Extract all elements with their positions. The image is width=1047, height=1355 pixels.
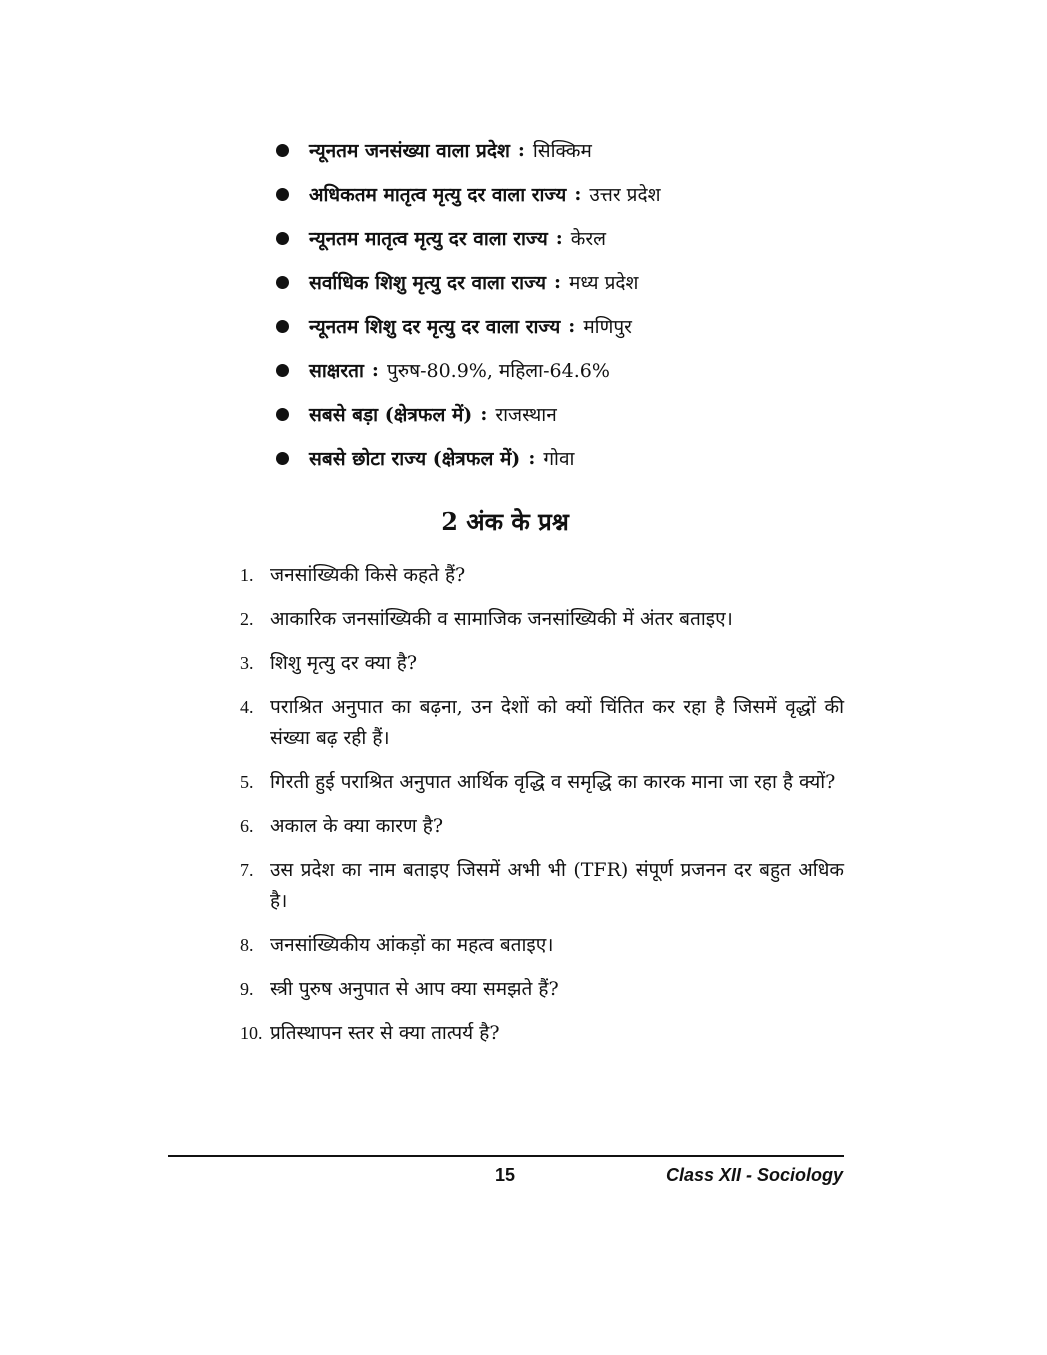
- fact-item: [276, 260, 916, 304]
- bullet-icon: [276, 188, 289, 201]
- questions-list: [208, 560, 844, 1062]
- fact-separator: :: [574, 183, 582, 205]
- bullet-icon: [276, 452, 289, 465]
- question-text: जनसांख्यिकी किसे कहते हैं?: [270, 564, 466, 586]
- question-text: जनसांख्यिकीय आंकड़ों का महत्व बताइए।: [270, 934, 554, 956]
- fact-separator: :: [371, 359, 379, 381]
- question-item: [208, 648, 844, 679]
- fact-value: राजस्थान: [495, 404, 557, 426]
- facts-list: [276, 128, 916, 480]
- fact-label: सबसे बड़ा (क्षेत्रफल में): [309, 404, 473, 426]
- fact-value: सिक्किम: [532, 140, 592, 162]
- question-text: अकाल के क्या कारण है?: [270, 815, 444, 837]
- section-title: 2 अंक के प्रश्न: [441, 507, 569, 536]
- fact-value: उत्तर प्रदेश: [589, 184, 661, 206]
- footer-title: Class XII - Sociology: [665, 1165, 843, 1185]
- question-number-text: 8.: [240, 935, 254, 955]
- fact-separator: :: [555, 227, 563, 249]
- question-number-text: 9.: [240, 979, 254, 999]
- fact-label: सर्वाधिक शिशु मृत्यु दर वाला राज्य: [309, 272, 546, 294]
- question-text: गिरती हुई पराश्रित अनुपात आर्थिक वृद्धि व समृद्धि का कारक माना जा रहा है क्यों?: [270, 771, 836, 793]
- fact-item: [276, 348, 916, 392]
- question-text: आकारिक जनसांख्यिकी व सामाजिक जनसांख्यिकी में अंतर बताइए।: [270, 608, 733, 630]
- fact-item: [276, 392, 916, 436]
- fact-separator: :: [553, 271, 561, 293]
- question-item: [208, 692, 844, 754]
- fact-value: मणिपुर: [583, 316, 632, 338]
- fact-label: सबसे छोटा राज्य (क्षेत्रफल में): [309, 448, 521, 470]
- question-item: [208, 855, 844, 917]
- fact-label: अधिकतम मातृत्व मृत्यु दर वाला राज्य: [309, 184, 567, 206]
- question-item: [208, 560, 844, 591]
- fact-label: साक्षरता: [309, 360, 364, 382]
- question-text: प्रतिस्थापन स्तर से क्या तात्पर्य है?: [270, 1022, 500, 1044]
- question-text: पराश्रित अनुपात का बढ़ना, उन देशों को क्यों चिंतित कर रहा है जिसमें वृद्धों की संख्या बढ़ रही हैं।: [270, 696, 844, 749]
- question-number-text: 2.: [240, 609, 254, 629]
- question-number: [208, 648, 270, 679]
- question-number: [208, 930, 270, 961]
- question-text: स्त्री पुरुष अनुपात से आप क्या समझते हैं?: [270, 978, 559, 1000]
- fact-label: न्यूनतम जनसंख्या वाला प्रदेश: [309, 140, 510, 162]
- fact-label: न्यूनतम मातृत्व मृत्यु दर वाला राज्य: [309, 228, 548, 250]
- question-number: [208, 811, 270, 842]
- question-number-text: 7.: [240, 860, 254, 880]
- question-number-text: 3.: [240, 653, 254, 673]
- question-number-text: 4.: [240, 697, 254, 717]
- question-item: [208, 604, 844, 635]
- question-number-text: 6.: [240, 816, 254, 836]
- fact-item: [276, 436, 916, 480]
- fact-value: केरल: [570, 228, 607, 250]
- question-number-text: 1.: [240, 565, 254, 585]
- question-number: [208, 855, 270, 886]
- fact-separator: :: [568, 315, 576, 337]
- question-number-text: 5.: [240, 772, 254, 792]
- fact-item: [276, 304, 916, 348]
- question-text: उस प्रदेश का नाम बताइए जिसमें अभी भी (TFR) संपूर्ण प्रजनन दर बहुत अधिक है।: [270, 859, 844, 912]
- question-item: [208, 811, 844, 842]
- bullet-icon: [276, 144, 289, 157]
- fact-label: न्यूनतम शिशु दर मृत्यु दर वाला राज्य: [309, 316, 561, 338]
- fact-item: [276, 216, 916, 260]
- fact-value: मध्य प्रदेश: [569, 272, 639, 294]
- question-number: [208, 692, 270, 723]
- fact-separator: :: [480, 403, 488, 425]
- question-number: [208, 560, 270, 591]
- question-item: [208, 1018, 844, 1049]
- bullet-icon: [276, 408, 289, 421]
- bullet-icon: [276, 364, 289, 377]
- question-item: [208, 930, 844, 961]
- question-number: [208, 974, 270, 1005]
- fact-item: [276, 172, 916, 216]
- question-text: शिशु मृत्यु दर क्या है?: [270, 652, 418, 674]
- fact-value: गोवा: [543, 448, 575, 470]
- question-number: [208, 1018, 270, 1049]
- fact-separator: :: [517, 139, 525, 161]
- footer-divider: [168, 1155, 844, 1157]
- question-item: [208, 767, 844, 798]
- question-item: [208, 974, 844, 1005]
- bullet-icon: [276, 276, 289, 289]
- fact-value: पुरुष-80.9%, महिला-64.6%: [386, 360, 610, 382]
- fact-separator: :: [528, 447, 536, 469]
- fact-item: [276, 128, 916, 172]
- question-number: [208, 604, 270, 635]
- bullet-icon: [276, 232, 289, 245]
- page-number: 15: [494, 1165, 516, 1185]
- question-number-text: 10.: [240, 1023, 263, 1043]
- question-number: [208, 767, 270, 798]
- bullet-icon: [276, 320, 289, 333]
